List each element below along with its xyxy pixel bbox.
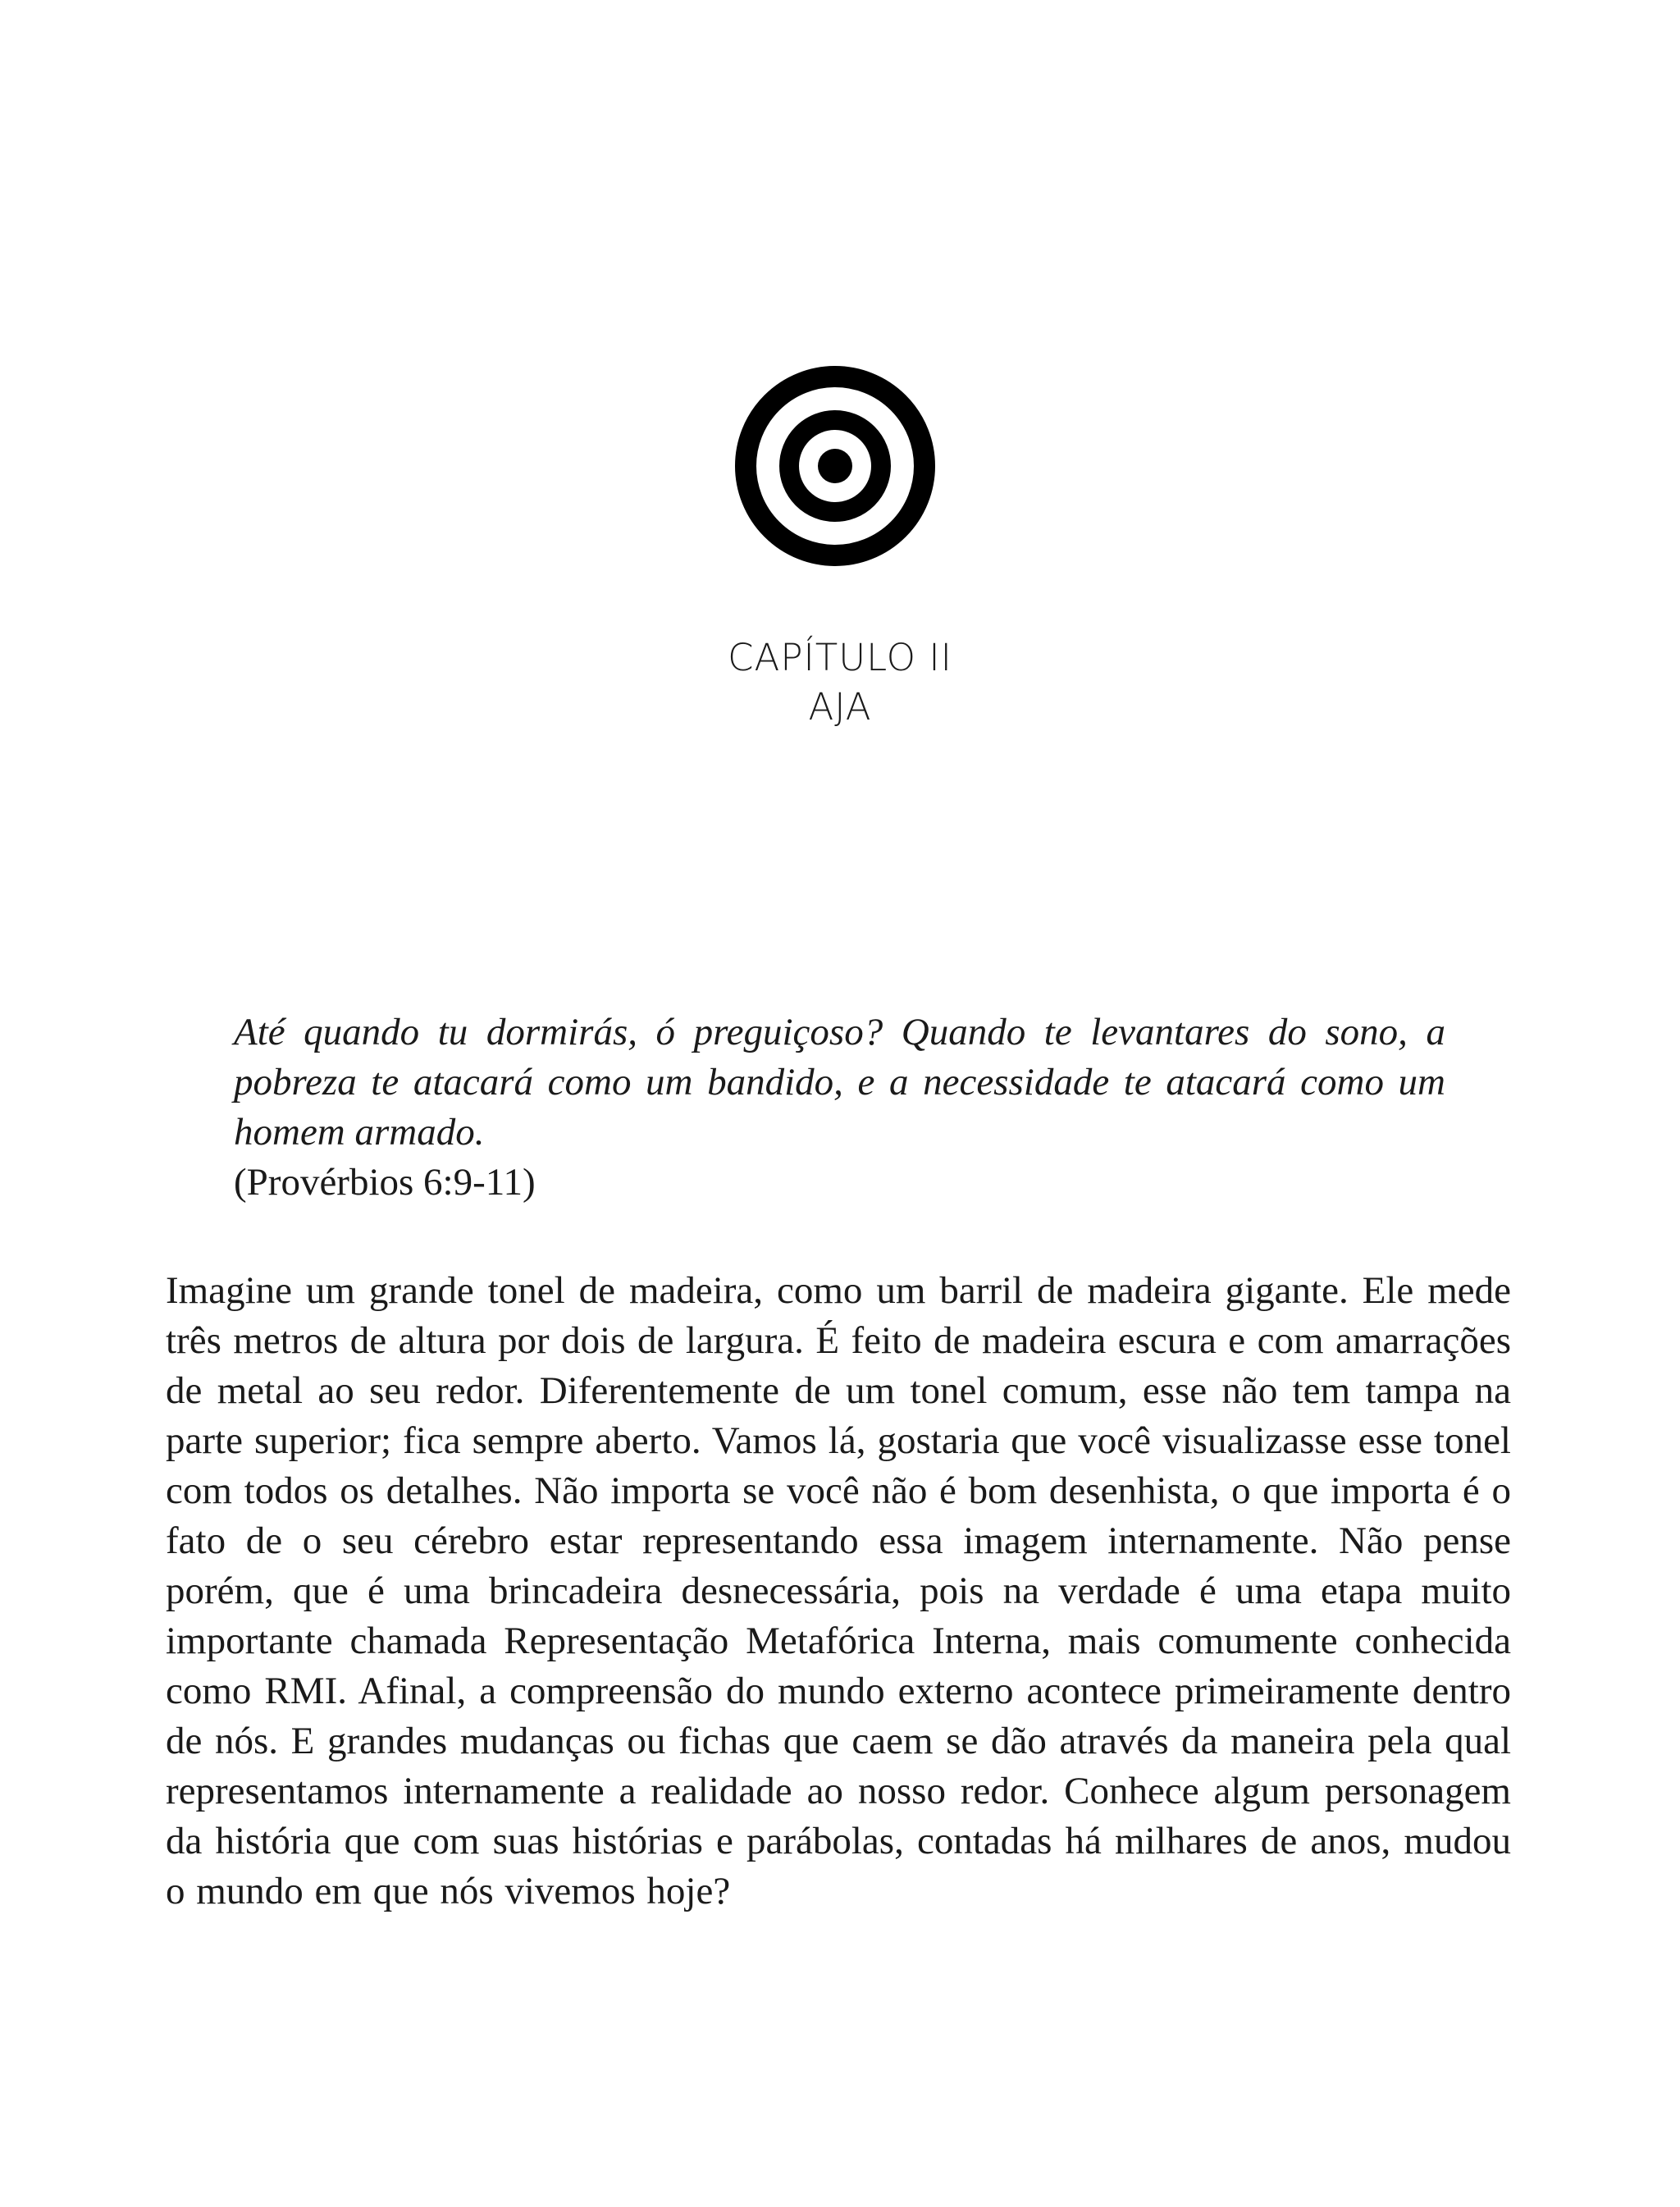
- chapter-heading: [0, 633, 1680, 732]
- epigraph-quote: Até quando tu dormirás, ó preguiçoso? Quando te levantares do sono, a pobreza te atacará como um bandido, e a necessidade te atacará como um homem armado.: [234, 1011, 1445, 1154]
- chapter-title: AJA: [808, 685, 872, 729]
- epigraph-source: (Provérbios 6:9-11): [234, 1161, 536, 1204]
- chapter-number: CAPÍTULO II: [728, 636, 952, 679]
- target-center-dot: [818, 449, 852, 483]
- body-paragraph: Imagine um grande tonel de madeira, como um barril de madeira gigante. Ele mede três metros de altura por dois de largura. É feito de madeira escura e com amarrações de metal ao seu redor. Diferentemente de um tonel comum, esse não tem tampa na parte superior; fica sempre aberto. Vamos lá, gostaria que você visualizasse esse tonel com todos os detalhes. Não importa se você não é bom desenhista, o que importa é o fato de o seu cérebro estar representando essa imagem internamente. Não pense porém, que é uma brincadeira desnecessária, pois na verdade é uma etapa muito importante chamada Representação Metafórica Interna, mais comumente conhecida como RMI. Afinal, a compreensão do mundo externo acontece primeiramente dentro de nós. E grandes mudanças ou fichas que caem se dão através da maneira pela qual representamos internamente a realidade ao nosso redor. Conhece algum personagem da história que com suas histórias e parábolas, contadas há milhares de anos, mudou o mundo em que nós vivemos hoje?: [166, 1269, 1511, 1912]
- epigraph: [234, 1008, 1445, 1208]
- target-bullseye-icon: [734, 365, 936, 567]
